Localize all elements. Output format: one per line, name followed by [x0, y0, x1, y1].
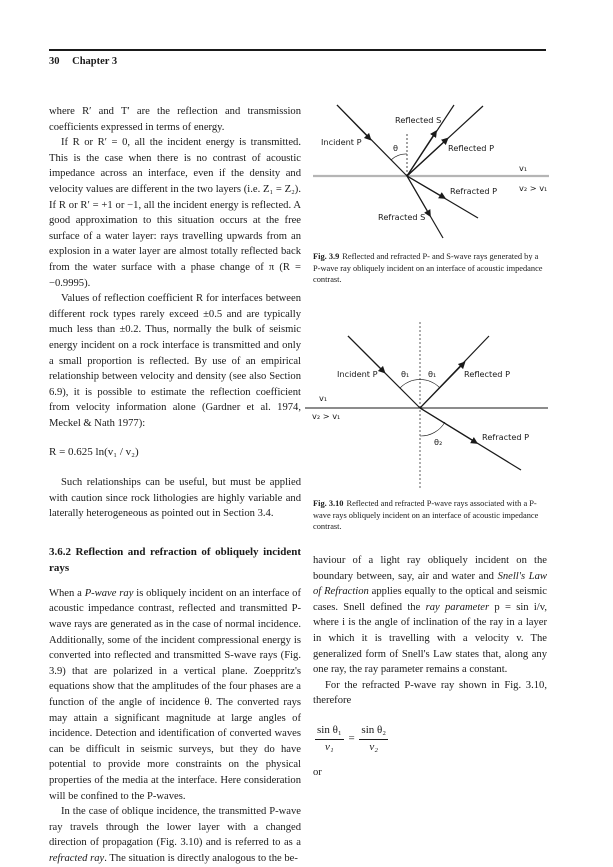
label-v1: v₁ [519, 163, 528, 173]
label-theta: θ [393, 143, 399, 153]
paragraph: If R or R′ = 0, all the incident energy is transmitted. This is the case when there is no contrast of acoustic impedance across an interface, even if the density and velocity values are different in the two layers (i.e. Z₁ = Z₂). If R or R′ = +1 or −1, all the incident energy is reflected. A good approximation to this situation occurs at the free surface of a water layer: rays travelling upwards from an explosion in a water layer are almost totally reflected back from the water surface with a phase change of π (R = −0.9995). [49, 137, 301, 289]
label-refracted-p: Refracted P [450, 186, 498, 196]
label-theta1-right: θ₁ [428, 369, 437, 379]
label-theta2: θ₂ [434, 437, 443, 447]
theta2-arc [420, 422, 445, 436]
label-incident-p: Incident P [321, 137, 362, 147]
ray-diagram-3-9 [305, 100, 565, 240]
label-refracted-s: Refracted S [378, 212, 426, 222]
paragraph: For the refracted P-wave ray shown in Fig. 3.10, therefore [313, 679, 547, 707]
fraction-right: $\frac{\text{sin θ₂}}{\text{v₂}}$ [361, 723, 387, 753]
equation-reflection-coefficient: R = 0.625 ln(v₁ / v₂) [49, 446, 139, 459]
figure-3-9 [305, 100, 565, 240]
label-reflected-s: Reflected S [395, 115, 442, 125]
figure-3-10 [305, 320, 565, 490]
caption-text: Reflected and refracted P-wave rays associated with a P-wave rays obliquely incident on an interface of acoustic impedance contrast. [313, 499, 539, 531]
label-v2: v₂ > v₁ [312, 411, 341, 421]
caption-fig-3-9 [313, 251, 547, 286]
left-column [49, 104, 301, 867]
label-theta1-left: θ₁ [401, 369, 410, 379]
paragraph: haviour of a light ray obliquely incident on the boundary between, say, air and water and Snell's Law of Refraction applies equally to the optical and seismic cases. Snell defined the ray parameter p = sin i/v, where i is the angle of inclination of the ray in a layer in which it is travelling with a velocity v. The generalized form of Snell's Law states that, along any one ray, the ray parameter remains a constant. [313, 555, 548, 676]
label-v2: v₂ > v₁ [519, 183, 548, 193]
label-v1: v₁ [319, 393, 328, 403]
label-refracted-p: Refracted P [482, 432, 530, 442]
label-reflected-p: Reflected P [448, 143, 495, 153]
caption-label: Fig. 3.10 [313, 499, 344, 508]
chapter-label: Chapter 3 [72, 56, 118, 67]
term-refracted-ray: refracted ray [49, 852, 105, 864]
paragraph: or [313, 767, 322, 779]
theta-arc [391, 154, 407, 160]
caption-fig-3-10 [313, 498, 547, 533]
caption-text: Reflected and refracted P- and S-wave rays generated by a P-wave ray obliquely incident on an interface of acoustic impedance contrast. [313, 252, 543, 284]
fraction-left: $\frac{\text{sin θ₁}}{\text{v₁}}$ [317, 723, 342, 753]
paragraph: where R′ and T′ are the reflection and transmission coefficients expressed in terms of energy. [49, 106, 301, 133]
paragraph: Values of reflection coefficient R for interfaces between different rock types rarely exceed ±0.5 and are typically much less than ±0.2. Thus, normally the bulk of seismic energy incident on a rock interface is transmitted and only a small proportion is reflected. By use of an empirical relationship between velocity and density (see also Section 6.9), it is possible to estimate the reflection coefficient from velocity information alone (Gardner et al. 1974, Meckel & Nath 1977): [49, 293, 301, 429]
running-head [49, 56, 117, 67]
section-heading: 3.6.2 Reflection and refraction of obliquely incident rays [49, 545, 301, 574]
caption-label: Fig. 3.9 [313, 252, 340, 261]
right-column [313, 553, 547, 781]
paragraph: When a P-wave ray is obliquely incident on an interface of acoustic impedance contrast, reflected and transmitted P-wave rays are generated as in the case of normal incidence. Additionally, some of the incident compressional energy is converted into reflected and transmitted S-wave rays (Fig. 3.9) that are polarized in a vertical plane. Zoeppritz's equations show that the amplitudes of the four phases are a function of the angle of incidence θ. The converted rays may attain a significant magnitude at large angles of incidence. Detection and identification of converted waves can be difficult in seismic surveys, but they do have potential to provide more constraints on the physical properties of the media at the interface. Here consideration will be confined to the P-waves. [49, 587, 301, 802]
term-p-wave-ray: P-wave ray [84, 587, 134, 599]
header-rule [49, 49, 546, 51]
label-incident-p: Incident P [337, 369, 378, 379]
paragraph: Such relationships can be useful, but must be applied with caution since rock lithologies are highly variable and laterally heterogeneous as pointed out in Section 3.4. [49, 477, 301, 520]
label-reflected-p: Reflected P [464, 369, 511, 379]
term-ray-parameter: ray parameter [425, 601, 490, 613]
paragraph: In the case of oblique incidence, the transmitted P-wave ray travels through the lower layer with a changed direction of propagation (Fig. 3.10) and is referred to as a refracted ray. The situation is directly analogous to the be- [49, 806, 301, 864]
term-snells-law: Snell's Law of Refraction [313, 570, 547, 598]
ray-diagram-3-10 [305, 320, 565, 490]
page-number: 30 [49, 56, 60, 67]
equation-snells-law: $\frac{\text{sin θ₁}}{\text{v₁}}$ = $\frac{\text{sin θ₂}}{\text{v₂}}$ [313, 723, 547, 755]
